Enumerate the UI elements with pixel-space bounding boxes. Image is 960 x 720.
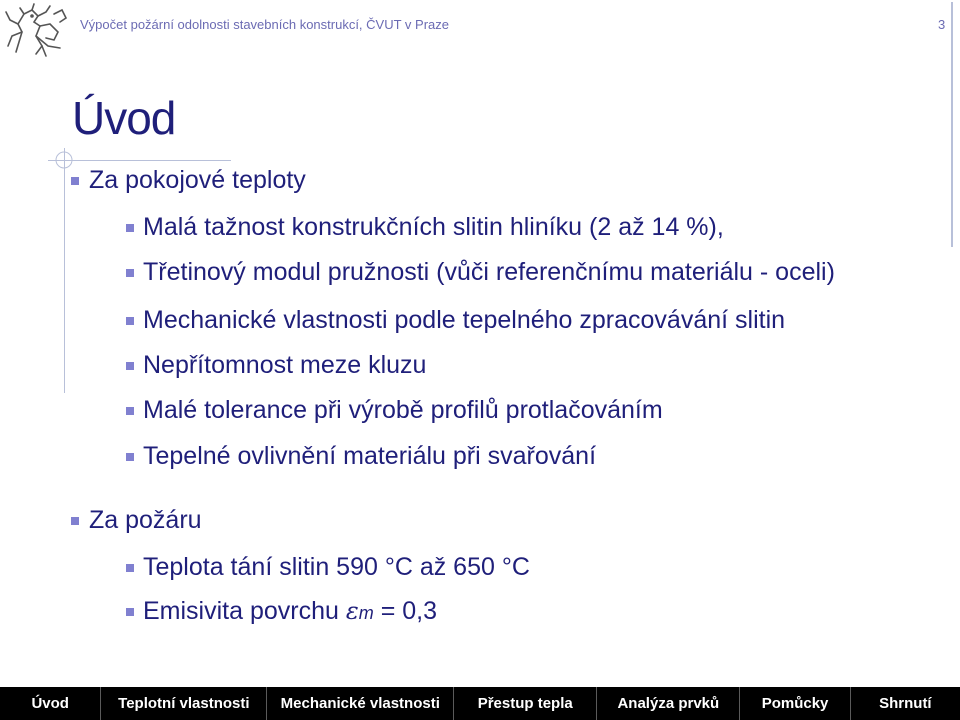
bullet-square-icon bbox=[71, 177, 79, 185]
emissivity-value: = 0,3 bbox=[373, 597, 437, 625]
nav-item-uvod[interactable]: Úvod bbox=[0, 687, 101, 720]
bullet-square-icon bbox=[126, 224, 134, 232]
section-heading-room-temp bbox=[71, 166, 306, 195]
list-item-text: Malé tolerance při výrobě profilů protlačováním bbox=[143, 396, 663, 424]
list-item-text: Malá tažnost konstrukčních slitin hliníku (2 až 14 %), bbox=[143, 213, 724, 241]
bullet-square-icon bbox=[126, 407, 134, 415]
emissivity-prefix: Emisivita povrchu bbox=[143, 597, 346, 625]
slide-number: 3 bbox=[938, 17, 946, 32]
list-item bbox=[126, 442, 596, 471]
list-item-text: Tepelné ovlivnění materiálu při svařování bbox=[143, 442, 597, 470]
page-title: Úvod bbox=[72, 92, 176, 144]
section-heading-fire bbox=[71, 506, 202, 535]
header-title: Výpočet požární odolnosti stavebních konstrukcí, ČVUT v Praze bbox=[80, 17, 449, 32]
nav-item-shrnuti[interactable]: Shrnutí bbox=[879, 695, 932, 712]
epsilon-symbol: ε bbox=[345, 597, 359, 625]
left-divider-line bbox=[64, 148, 65, 393]
nav-item-pomucky[interactable]: Pomůcky bbox=[740, 687, 850, 720]
bullet-square-icon bbox=[126, 269, 134, 277]
bullet-square-icon bbox=[126, 608, 134, 616]
bottom-nav-bar bbox=[0, 687, 960, 720]
ctu-lion-logo-icon bbox=[2, 2, 70, 60]
bullet-square-icon bbox=[71, 517, 79, 525]
list-item bbox=[126, 396, 663, 425]
nav-item-prestup-tepla[interactable]: Přestup tepla bbox=[454, 687, 597, 720]
nav-item-teplotni-vlastnosti[interactable]: Teplotní vlastnosti bbox=[101, 687, 267, 720]
list-item bbox=[126, 258, 835, 287]
section-label: Za požáru bbox=[89, 506, 202, 534]
list-item bbox=[126, 213, 724, 242]
list-item bbox=[126, 306, 785, 335]
section-label: Za pokojové teploty bbox=[89, 166, 306, 194]
bullet-square-icon bbox=[126, 362, 134, 370]
list-item-text: Teplota tání slitin 590 °C až 650 °C bbox=[143, 553, 530, 581]
nav-item-analyza-prvku[interactable]: Analýza prvků bbox=[597, 687, 740, 720]
list-item bbox=[126, 351, 426, 380]
list-item-text bbox=[143, 597, 437, 626]
bullet-square-icon bbox=[126, 317, 134, 325]
list-item-text: Mechanické vlastnosti podle tepelného zpracovávání slitin bbox=[143, 306, 786, 334]
bullet-square-icon bbox=[126, 564, 134, 572]
epsilon-subscript: m bbox=[358, 603, 374, 623]
list-item-text: Třetinový modul pružnosti (vůči referenčnímu materiálu - oceli) bbox=[143, 258, 835, 286]
right-divider-line bbox=[951, 2, 953, 247]
bullet-square-icon bbox=[126, 453, 134, 461]
nav-item-mechanicke-vlastnosti[interactable]: Mechanické vlastnosti bbox=[267, 687, 454, 720]
list-item-text: Nepřítomnost meze kluzu bbox=[143, 351, 427, 379]
list-item-emissivity bbox=[126, 597, 437, 626]
list-item bbox=[126, 553, 530, 582]
